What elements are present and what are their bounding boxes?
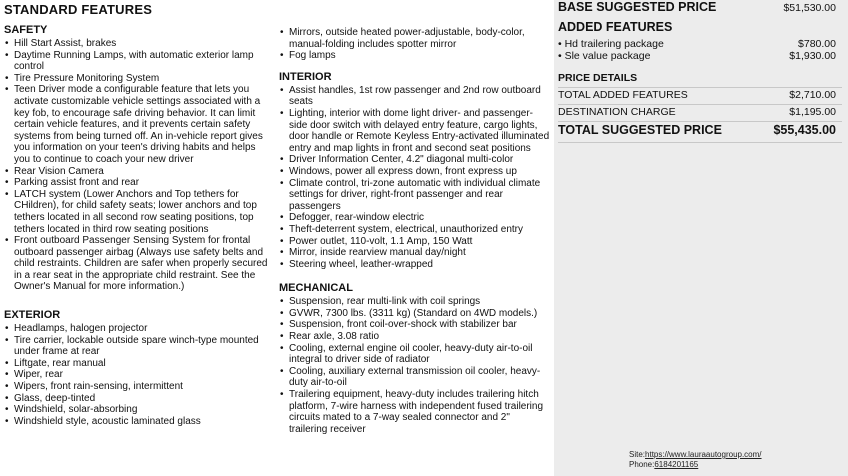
exterior-list <box>4 323 272 427</box>
feature-item: • Climate control, tri-zone automatic with individual climate settings for driver, right-front passenger and rear passengers <box>279 178 551 213</box>
feature-item: • Mirror, inside rearview manual day/night <box>279 247 551 259</box>
mechanical-list <box>279 296 551 435</box>
feature-item: • Front outboard Passenger Sensing System for frontal outboard passenger airbag (Always use safety belts and child restraints. Children are safer when properly secured in a rear seat in the appropriate child restraint. See the Owner's Manual for more information.) <box>4 235 272 293</box>
features-column-left <box>4 24 272 427</box>
feature-item: • Wipers, front rain-sensing, intermittent <box>4 381 272 393</box>
site-label: Site: <box>629 450 646 459</box>
feature-item: • Theft-deterrent system, electrical, unauthorized entry <box>279 224 551 236</box>
added-item-value: $780.00 <box>798 38 836 50</box>
base-price-label: BASE SUGGESTED PRICE <box>558 0 717 14</box>
phone-label: Phone: <box>629 460 655 469</box>
interior-list <box>279 85 551 271</box>
destination-label: DESTINATION CHARGE <box>558 106 676 118</box>
safety-section <box>4 24 272 293</box>
feature-item: • Windows, power all express down, front express up <box>279 166 551 178</box>
feature-item: • Hill Start Assist, brakes <box>4 38 272 50</box>
feature-item: • Windshield style, acoustic laminated glass <box>4 416 272 428</box>
feature-item: • GVWR, 7300 lbs. (3311 kg) (Standard on 4WD models.) <box>279 308 551 320</box>
feature-item: • Parking assist front and rear <box>4 177 272 189</box>
interior-section <box>279 71 551 271</box>
feature-item: • Rear axle, 3.08 ratio <box>279 331 551 343</box>
feature-item: • Daytime Running Lamps, with automatic exterior lamp control <box>4 50 272 73</box>
safety-list <box>4 38 272 293</box>
feature-item: • Teen Driver mode a configurable feature that lets you activate customizable vehicle settings associated with a key fob, to encourage safe driving behavior. It can limit certain vehicle features, and it prevents certain safety systems from being turned off. An in-vehicle report gives you information on your teen's driving habits and helps you to continue to coach your new driver <box>4 84 272 165</box>
feature-item: • Cooling, auxiliary external transmission oil cooler, heavy-duty air-to-oil <box>279 366 551 389</box>
feature-item: • Tire Pressure Monitoring System <box>4 73 272 85</box>
total-price-value: $55,435.00 <box>773 123 836 137</box>
divider <box>558 104 842 105</box>
site-line <box>629 450 762 460</box>
feature-item: • Assist handles, 1st row passenger and 2nd row outboard seats <box>279 85 551 108</box>
added-features-title: ADDED FEATURES <box>558 20 673 34</box>
feature-item: • Suspension, rear multi-link with coil springs <box>279 296 551 308</box>
features-column-right <box>279 27 551 435</box>
pricing-panel <box>554 0 848 476</box>
added-item-label: • Sle value package <box>558 50 651 62</box>
exterior-list-continued <box>279 27 551 62</box>
mechanical-title: MECHANICAL <box>279 282 353 295</box>
price-details-title: PRICE DETAILS <box>558 72 638 84</box>
feature-item: • LATCH system (Lower Anchors and Top tethers for CHildren), for child safety seats; lower anchors and top tethers located in all second row seating positions, top tethers located in third row seating positions <box>4 189 272 235</box>
divider <box>558 142 842 143</box>
feature-item: • Power outlet, 110-volt, 1.1 Amp, 150 Watt <box>279 236 551 248</box>
total-added-label: TOTAL ADDED FEATURES <box>558 89 688 101</box>
feature-item: • Wiper, rear <box>4 369 272 381</box>
feature-item: • Trailering equipment, heavy-duty includes trailering hitch platform, 7-wire harness with independent fused trailering circuits mated to a 7-way sealed connector and 2" trailering receiver <box>279 389 551 435</box>
exterior-title: EXTERIOR <box>4 309 61 322</box>
base-price-value: $51,530.00 <box>783 2 836 14</box>
total-added-row <box>558 90 836 102</box>
base-price-row <box>558 2 836 15</box>
feature-item: • Tire carrier, lockable outside spare winch-type mounted under frame at rear <box>4 335 272 358</box>
total-added-value: $2,710.00 <box>789 89 836 101</box>
site-link[interactable]: https://www.lauraautogroup.com/ <box>645 450 762 459</box>
feature-item: • Driver Information Center, 4.2" diagonal multi-color <box>279 154 551 166</box>
dealer-footer <box>629 450 762 470</box>
phone-line <box>629 460 762 470</box>
added-item-row <box>558 51 836 63</box>
phone-link[interactable]: 6184201165 <box>654 460 699 469</box>
total-price-label: TOTAL SUGGESTED PRICE <box>558 123 722 137</box>
feature-item: • Rear Vision Camera <box>4 166 272 178</box>
feature-item: • Fog lamps <box>279 50 551 62</box>
feature-item: • Cooling, external engine oil cooler, heavy-duty air-to-oil integral to driver side of radiator <box>279 343 551 366</box>
added-item-label: • Hd trailering package <box>558 38 664 50</box>
feature-item: • Defogger, rear-window electric <box>279 212 551 224</box>
safety-title: SAFETY <box>4 24 48 36</box>
feature-item: • Headlamps, halogen projector <box>4 323 272 335</box>
feature-item: • Windshield, solar-absorbing <box>4 404 272 416</box>
page-title: STANDARD FEATURES <box>4 2 153 17</box>
feature-item: • Mirrors, outside heated power-adjustable, body-color, manual-folding includes spotter mirror <box>279 27 551 50</box>
feature-item: • Lighting, interior with dome light driver- and passenger-side door switch with delayed entry feature, cargo lights, door handle or Remote Keyless Entry-activated illuminated entry and map lights in front and second seat positions <box>279 108 551 154</box>
feature-item: • Liftgate, rear manual <box>4 358 272 370</box>
feature-item: • Glass, deep-tinted <box>4 393 272 405</box>
divider <box>558 87 842 88</box>
exterior-section <box>4 309 272 427</box>
destination-row <box>558 107 836 119</box>
added-item-value: $1,930.00 <box>789 50 836 62</box>
added-item-row <box>558 39 836 51</box>
mechanical-section <box>279 282 551 435</box>
destination-value: $1,195.00 <box>789 106 836 118</box>
total-price-row <box>558 125 836 137</box>
divider <box>558 121 842 122</box>
interior-title: INTERIOR <box>279 70 332 83</box>
feature-item: • Steering wheel, leather-wrapped <box>279 259 551 271</box>
feature-item: • Suspension, front coil-over-shock with stabilizer bar <box>279 319 551 331</box>
